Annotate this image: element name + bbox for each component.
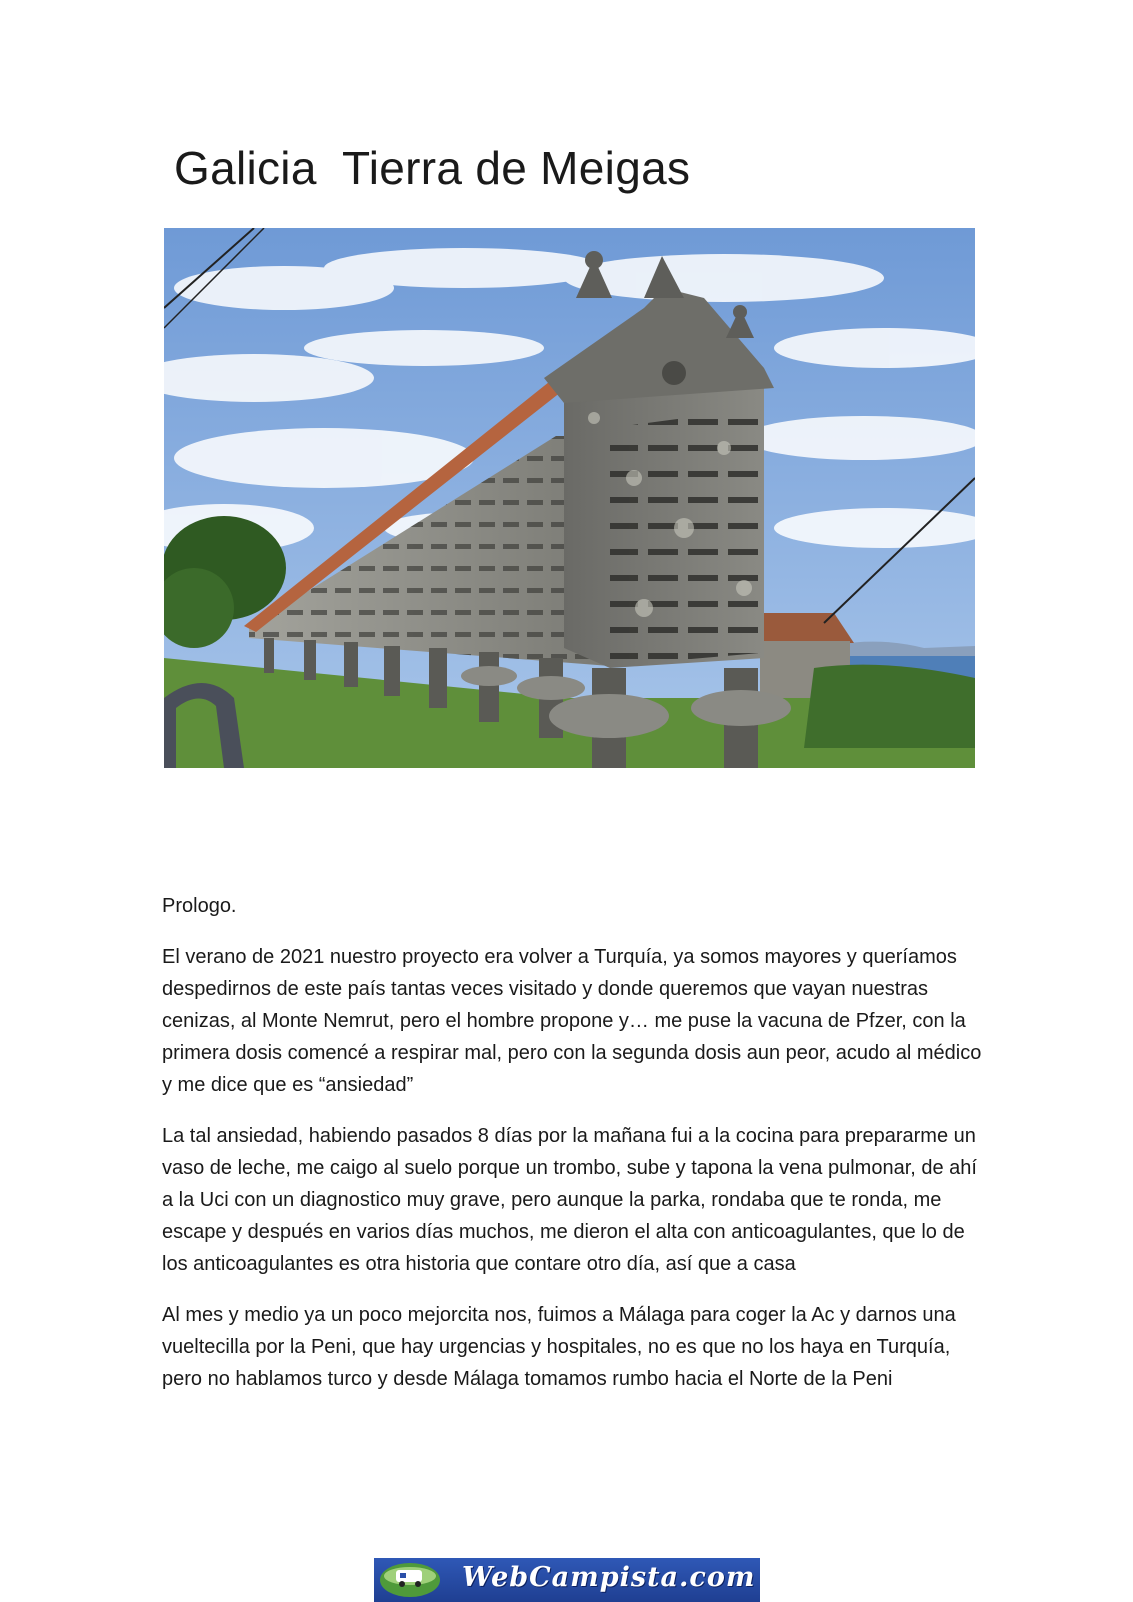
horreo-illustration: [164, 228, 975, 768]
paragraph-1: El verano de 2021 nuestro proyecto era volver a Turquía, ya somos mayores y queríamos despedirnos de este país tantas veces visitado y donde queremos que vayan nuestras cenizas, al Monte Nemrut, pero el hombre propone y… me puse la vacuna de Pfzer, con la primera dosis comencé a respirar mal, pero con la segunda dosis aun peor, acudo al médico y me dice que es “ansiedad”: [162, 946, 982, 1096]
paragraph-3: Al mes y medio ya un poco mejorcita nos, fuimos a Málaga para coger la Ac y darnos una vueltecilla por la Peni, que hay urgencias y hospitales, no es que no los haya en Turquía, pero no hablamos turco y desde Málaga tomamos rumbo hacia el Norte de la Peni: [162, 1304, 956, 1390]
paragraph-prologue-heading: Prologo.: [162, 895, 237, 917]
webcampista-logo[interactable]: [374, 1558, 760, 1602]
horreo-photo: [164, 228, 975, 768]
document-body: [162, 890, 982, 1414]
paragraph-2: La tal ansiedad, habiendo pasados 8 días por la mañana fui a la cocina para prepararme un vaso de leche, me caigo al suelo porque un trombo, sube y tapona la vena pulmonar, de ahí a la Uci con un diagnostico muy grave, pero aunque la parka, rondaba que te ronda, me escape y después en varios días muchos, me dieron el alta con anticoagulantes, que lo de los anticoagulantes es otra historia que contare otro día, así que a casa: [162, 1125, 977, 1275]
logo-text: WebCampista.com: [462, 1562, 756, 1593]
document-title: Galicia Tierra de Meigas: [174, 142, 691, 194]
campervan-globe-icon: [374, 1558, 464, 1602]
